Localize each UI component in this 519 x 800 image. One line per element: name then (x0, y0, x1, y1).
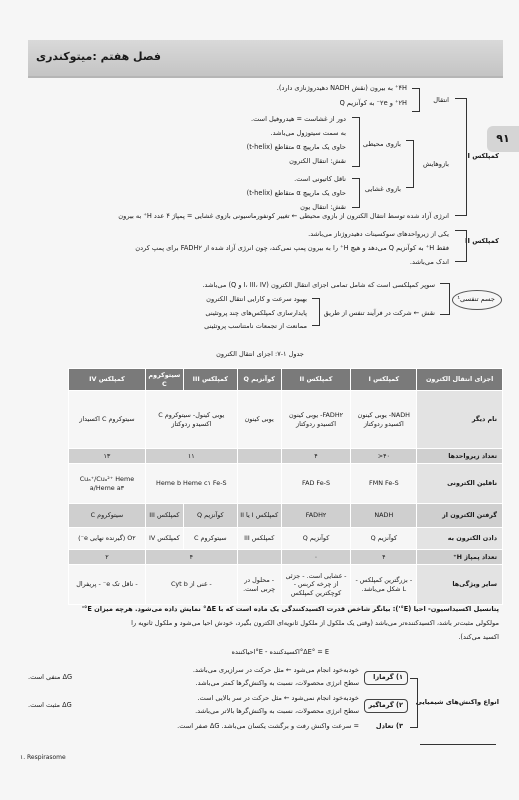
complex1-energy: انرژی آزاد شده توسط انتقال الکترون از بازوی محیطی ← تغییر کونفورماسیونی بازوی غشایی = پمپاژ ۴ عدد H⁺ به بیرون (118, 212, 449, 220)
peripheral-label: بازوی محیطی (362, 140, 401, 148)
table-cell: NADH (351, 504, 417, 528)
page-number: ۹۱ (487, 126, 519, 152)
complex1-label: کمپلکس I (467, 152, 499, 160)
transfer-bracket (412, 88, 420, 112)
peripheral-2: به سمت سیتوزول می‌باشد. (270, 129, 346, 137)
table-row (69, 391, 503, 449)
peripheral-3: حاوی یک مارپیچ α متقاطع (t-helix) (246, 143, 346, 151)
endo-2: سطح انرژی محصولات، نسبت به واکنش‌گرها بالاتر می‌باشد. (195, 707, 359, 715)
table-cell (237, 449, 281, 464)
respirasome-label: جسم تنفسی¹ (457, 295, 495, 303)
table-header-cell: سیتوکروم C (145, 369, 183, 391)
membrane-1: ناقل کاتیونی است. (294, 175, 346, 183)
table-cell: O۲ (گیرنده نهایی e⁻) (69, 528, 146, 550)
table-cell (237, 464, 281, 504)
exo-dg: ΔG منفی است. (28, 673, 73, 681)
role-bracket (312, 298, 320, 326)
reactions-label: انواع واکنش‌های شیمیایی (415, 698, 499, 706)
row-label: ناقلین الکترونی (417, 464, 503, 504)
row-label: دادن الکترون به (417, 528, 503, 550)
transfer-label: انتقال (433, 96, 449, 104)
membrane-bracket (352, 178, 360, 208)
endo-1: خودبه‌خود انجام نمی‌شود ← مثل حرکت در سر بالایی است. (197, 694, 359, 702)
table-header-cell: کمپلکس III (183, 369, 237, 391)
exo-2: سطح انرژی محصولات، نسبت به واکنش‌گرها کمتر می‌باشد. (195, 679, 359, 687)
membrane-label: بازوی غشایی (364, 185, 401, 193)
table-header-row (69, 369, 503, 391)
table-row (69, 550, 503, 565)
table-cell: کوآنزیم Q (351, 528, 417, 550)
table-cell: FADH۲- یوبی کینون اکسیدو ردوکتاز (281, 391, 351, 449)
electron-transport-table (68, 368, 503, 605)
row-label: تعداد پمپاژ H⁺ (417, 550, 503, 565)
table-cell: ۴۰< (351, 449, 417, 464)
table-row (69, 504, 503, 528)
table-row (69, 565, 503, 605)
table-cell: ۴ (351, 550, 417, 565)
table-cell: کمپلکس III (237, 528, 281, 550)
table-cell: یوبی کینول- سیتوکروم C اکسیدو ردوکتاز (145, 391, 237, 449)
table-cell: ۴ (145, 550, 237, 565)
table-caption: جدول ۱-۷: اجزای انتقال الکترون (216, 350, 304, 358)
membrane-2: حاوی یک مارپیچ α متقاطع (t-helix) (246, 189, 346, 197)
table-header-cell: کمپلکس I (351, 369, 417, 391)
complex2-line-1: یکی از زیرواحدهای سوکسینات دهیدروژناز می‌باشد. (308, 230, 449, 238)
role-1: بهبود سرعت و کارایی انتقال الکترون (206, 295, 307, 303)
table-header-cell: کمپلکس IV (69, 369, 146, 391)
complex1-bracket (455, 98, 467, 216)
potential-formula: ΔE° = E°اکسیدکننده - E°احیاکننده (231, 648, 329, 656)
table-cell: ۱۳ (69, 449, 146, 464)
peripheral-1: دور از غشاست = هیدروفیل است. (250, 115, 346, 123)
table-cell: کوآنزیم Q (183, 504, 237, 528)
respirasome-line-1: سوپر کمپلکسی است که شامل تمامی اجزای انتقال الکترون (I، III، IV و Q) می‌باشد. (202, 281, 435, 289)
table-cell: - غنی از Cyt b (145, 565, 237, 605)
table-cell: کوآنزیم Q (281, 528, 351, 550)
transfer-2: ۲H⁺ و ۲e⁻ به کوآنزیم Q (339, 99, 407, 107)
potential-line-2: مولکولی مثبت‌تر باشد، اکسیدکننده‌تر می‌باشد (وقتی یک ملکول از ملکول ثانویه‌ای الکترون بگیرد، خودش احیا می‌شود و ملکول ثانویه را (131, 619, 499, 627)
transfer-1: ۴H⁺ به بیرون (نقش NADH دهیدروژنازی دارد). (276, 84, 407, 92)
table-row (69, 464, 503, 504)
chapter-title: فصل هفتم :میتوکندری (36, 50, 161, 63)
arms-bracket (406, 140, 414, 188)
row-label: تعداد زیرواحدها (417, 449, 503, 464)
complex2-line-3: اندک می‌باشد. (409, 258, 449, 266)
table-cell: ۴ (281, 449, 351, 464)
membrane-3: نقش: انتقال یون (300, 203, 346, 211)
row-label: نام دیگر (417, 391, 503, 449)
exo-1: خودبه‌خود انجام می‌شود ← مثل حرکت در سرازیری می‌باشد. (192, 666, 359, 674)
chapter-header (28, 40, 503, 78)
potential-line-3: اکسید می‌کند). (458, 633, 499, 641)
endo-dg: ΔG مثبت است. (28, 701, 72, 709)
table-cell: ۲ (69, 550, 146, 565)
table-cell: NADH- یوبی کینون اکسیدو ردوکتاز (351, 391, 417, 449)
table-cell: سیتوکروم C (69, 504, 146, 528)
endo-label: ۲) گرماگیر (368, 701, 403, 709)
table-cell: ۰ (281, 550, 351, 565)
table-cell: کمپلکس IV (145, 528, 183, 550)
table-cell: FADH۲ (281, 504, 351, 528)
table-header-cell: کوآنزیم Q (237, 369, 281, 391)
role-2: پایدارسازی کمپلکس‌های چند پروتئینی (205, 309, 307, 317)
table-cell: سیتوکروم C اکسیداز (69, 391, 146, 449)
eq-1: = سرعت واکنش رفت و برگشت یکسان می‌باشد. ΔG صفر است. (177, 722, 359, 730)
complex2-bracket (455, 230, 467, 262)
complex2-label: کمپلکس II (464, 237, 499, 245)
peripheral-4: نقش: انتقال الکترون (289, 157, 346, 165)
potential-line-1: پتانسیل اکسیداسیون- احیا (E°'): بیانگر شاخص قدرت اکسیدکنندگی یک ماده است که با ΔE° نمایش داده می‌شود. هرچه میزان E°' (82, 605, 499, 613)
table-cell: Cuₐ⁺/Cuₐ²⁺ Heme a/Heme a۳ (69, 464, 146, 504)
table-header-cell: اجزای انتقال الکترون (417, 369, 503, 391)
footnote: ۱. Respirasome (20, 754, 66, 761)
table-cell: - ناقل تک e⁻ - پریفرال (69, 565, 146, 605)
role-3: ممانعت از تجمعات نامتناسب پروتئینی (204, 322, 307, 330)
table-row (69, 528, 503, 550)
arms-label: بازوهایش (423, 160, 449, 168)
table-header-cell: کمپلکس II (281, 369, 351, 391)
table-cell (237, 550, 281, 565)
respirasome-bracket (440, 283, 450, 315)
footnote-divider (420, 744, 496, 745)
table-cell: یوبی کینون (237, 391, 281, 449)
eq-label: ۳) تعادل (375, 722, 403, 730)
complex2-line-2: فقط H⁺ به کوآنزیم Q می‌دهد و هیچ H⁺ را به بیرون پمپ نمی‌کند، چون انرژی آزاد شده از FADH۲ برای پمپ کردن (135, 244, 449, 252)
reactions-bracket (410, 678, 418, 728)
exo-label: ۱) گرمازا (373, 673, 403, 681)
table-cell: FAD Fe-S (281, 464, 351, 504)
table-cell: - بزرگترین کمپلکس - L شکل می‌باشد. (351, 565, 417, 605)
table-cell: Heme b Heme c۱ Fe-S (145, 464, 237, 504)
table-cell: - غشایی است. - جزئی از چرخه کربس - کوچکترین کمپلکس (281, 565, 351, 605)
row-label: گرفتن الکترون از (417, 504, 503, 528)
table-cell: سیتوکروم C (183, 528, 237, 550)
row-label: سایر ویژگی‌ها (417, 565, 503, 605)
table-row (69, 449, 503, 464)
table-cell: کمپلکس III (145, 504, 183, 528)
table-cell: - محلول در چربی است. (237, 565, 281, 605)
table-cell: FMN Fe-S (351, 464, 417, 504)
table-cell: کمپلکس I یا II (237, 504, 281, 528)
respirasome-role-label: نقش ← شرکت در فرآیند تنفس از طریق (323, 309, 435, 317)
table-cell: ۱۱ (145, 449, 237, 464)
peripheral-bracket (352, 117, 360, 167)
